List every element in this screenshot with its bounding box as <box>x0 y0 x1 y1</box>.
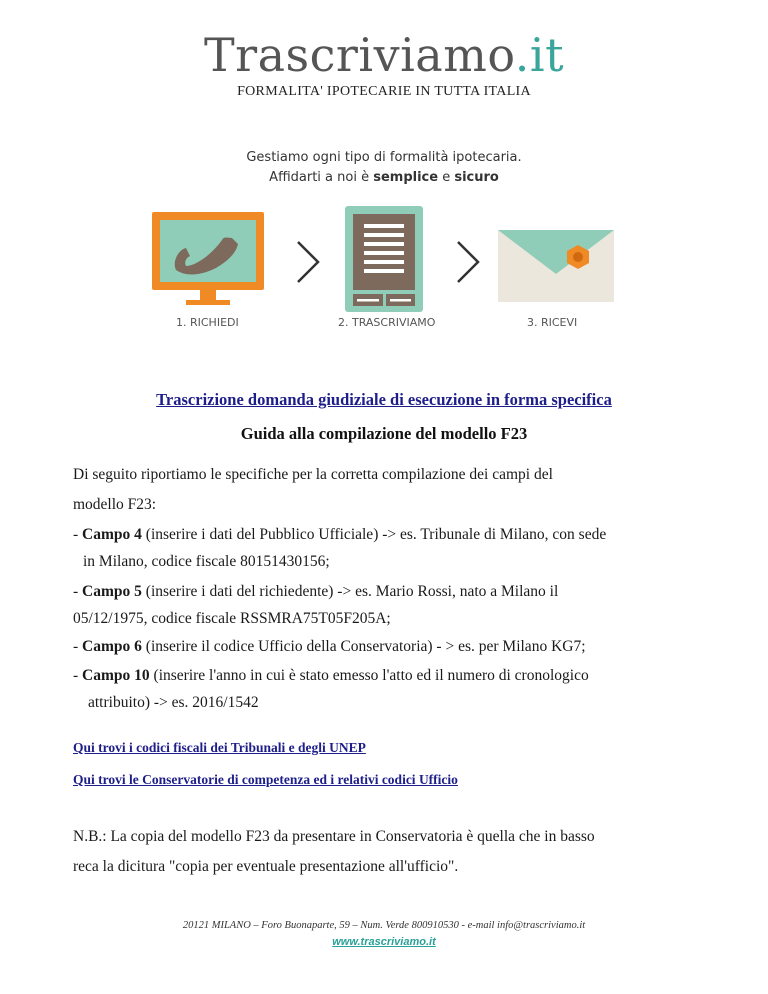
promo-line-2-prefix: Affidarti a noi è <box>269 170 374 185</box>
field-item-campo-4-cont: in Milano, codice fiscale 80151430156; <box>83 553 330 570</box>
logo <box>0 28 768 82</box>
field-label: Campo 6 <box>82 638 142 655</box>
promo-emphasis-sicuro: sicuro <box>454 170 499 185</box>
field-item-campo-6 <box>73 638 586 656</box>
field-label: Campo 5 <box>82 583 142 600</box>
document-title-link[interactable]: Trascrizione domanda giudiziale di esecuzione in forma specifica <box>156 390 612 409</box>
logo-name: Trascriviamo <box>203 28 515 82</box>
field-label: Campo 4 <box>82 526 142 543</box>
step-label-richiedi: 1. RICHIEDI <box>176 316 239 329</box>
promo-emphasis-semplice: semplice <box>373 170 439 185</box>
field-text: (inserire i dati del richiedente) -> es. Mario Rossi, nato a Milano il <box>141 583 559 600</box>
field-item-campo-10-cont: attribuito) -> es. 2016/1542 <box>88 694 259 711</box>
chevron-right-icon <box>298 242 318 282</box>
field-dash: - <box>73 583 83 600</box>
intro-line-1: Di seguito riportiamo le specifiche per la corretta compilazione dei campi del <box>73 466 553 483</box>
document-subtitle: Guida alla compilazione del modello F23 <box>240 424 528 443</box>
field-item-campo-10 <box>73 667 589 685</box>
field-text: (inserire il codice Ufficio della Conservatoria) - > es. per Milano KG7; <box>141 638 586 655</box>
field-dash: - <box>73 638 83 655</box>
logo-tld: .it <box>514 28 565 82</box>
tagline: FORMALITA' IPOTECARIE IN TUTTA ITALIA <box>237 84 531 99</box>
promo-line-2 <box>0 170 768 185</box>
chevron-right-icon <box>458 242 478 282</box>
footer-address: 20121 MILANO – Foro Buonaparte, 59 – Num. Verde 800910530 - e-mail info@trascriviamo.it <box>182 920 586 931</box>
step-label-trascriviamo: 2. TRASCRIVIAMO <box>338 316 436 329</box>
promo-line-1: Gestiamo ogni tipo di formalità ipotecaria. <box>246 150 522 165</box>
link-conservatorie[interactable]: Qui trovi le Conservatorie di competenza ed i relativi codici Ufficio <box>73 772 458 787</box>
link-codici-tribunali[interactable]: Qui trovi i codici fiscali dei Tribunali e degli UNEP <box>73 740 366 755</box>
field-text: (inserire i dati del Pubblico Ufficiale) -> es. Tribunale di Milano, con sede <box>141 526 607 543</box>
field-dash: - <box>73 667 83 684</box>
monitor-phone-icon <box>152 212 264 305</box>
intro-line-2: modello F23: <box>73 496 157 513</box>
field-text: (inserire l'anno in cui è stato emesso l'atto ed il numero di cronologico <box>149 667 589 684</box>
note-line-2: reca la dicitura "copia per eventuale presentazione all'ufficio". <box>73 858 459 875</box>
step-label-ricevi: 3. RICEVI <box>527 316 578 329</box>
field-dash: - <box>73 526 83 543</box>
document-icon <box>345 206 423 312</box>
field-item-campo-5 <box>73 583 558 601</box>
field-item-campo-5-cont: 05/12/1975, codice fiscale RSSMRA75T05F205A; <box>73 610 391 627</box>
envelope-icon <box>498 230 614 302</box>
field-item-campo-4 <box>73 526 606 544</box>
field-label: Campo 10 <box>82 667 150 684</box>
footer-website-link[interactable]: www.trascriviamo.it <box>332 936 436 948</box>
note-line-1: N.B.: La copia del modello F23 da presentare in Conservatoria è quella che in basso <box>73 828 595 845</box>
promo-line-2-mid: e <box>438 170 455 185</box>
